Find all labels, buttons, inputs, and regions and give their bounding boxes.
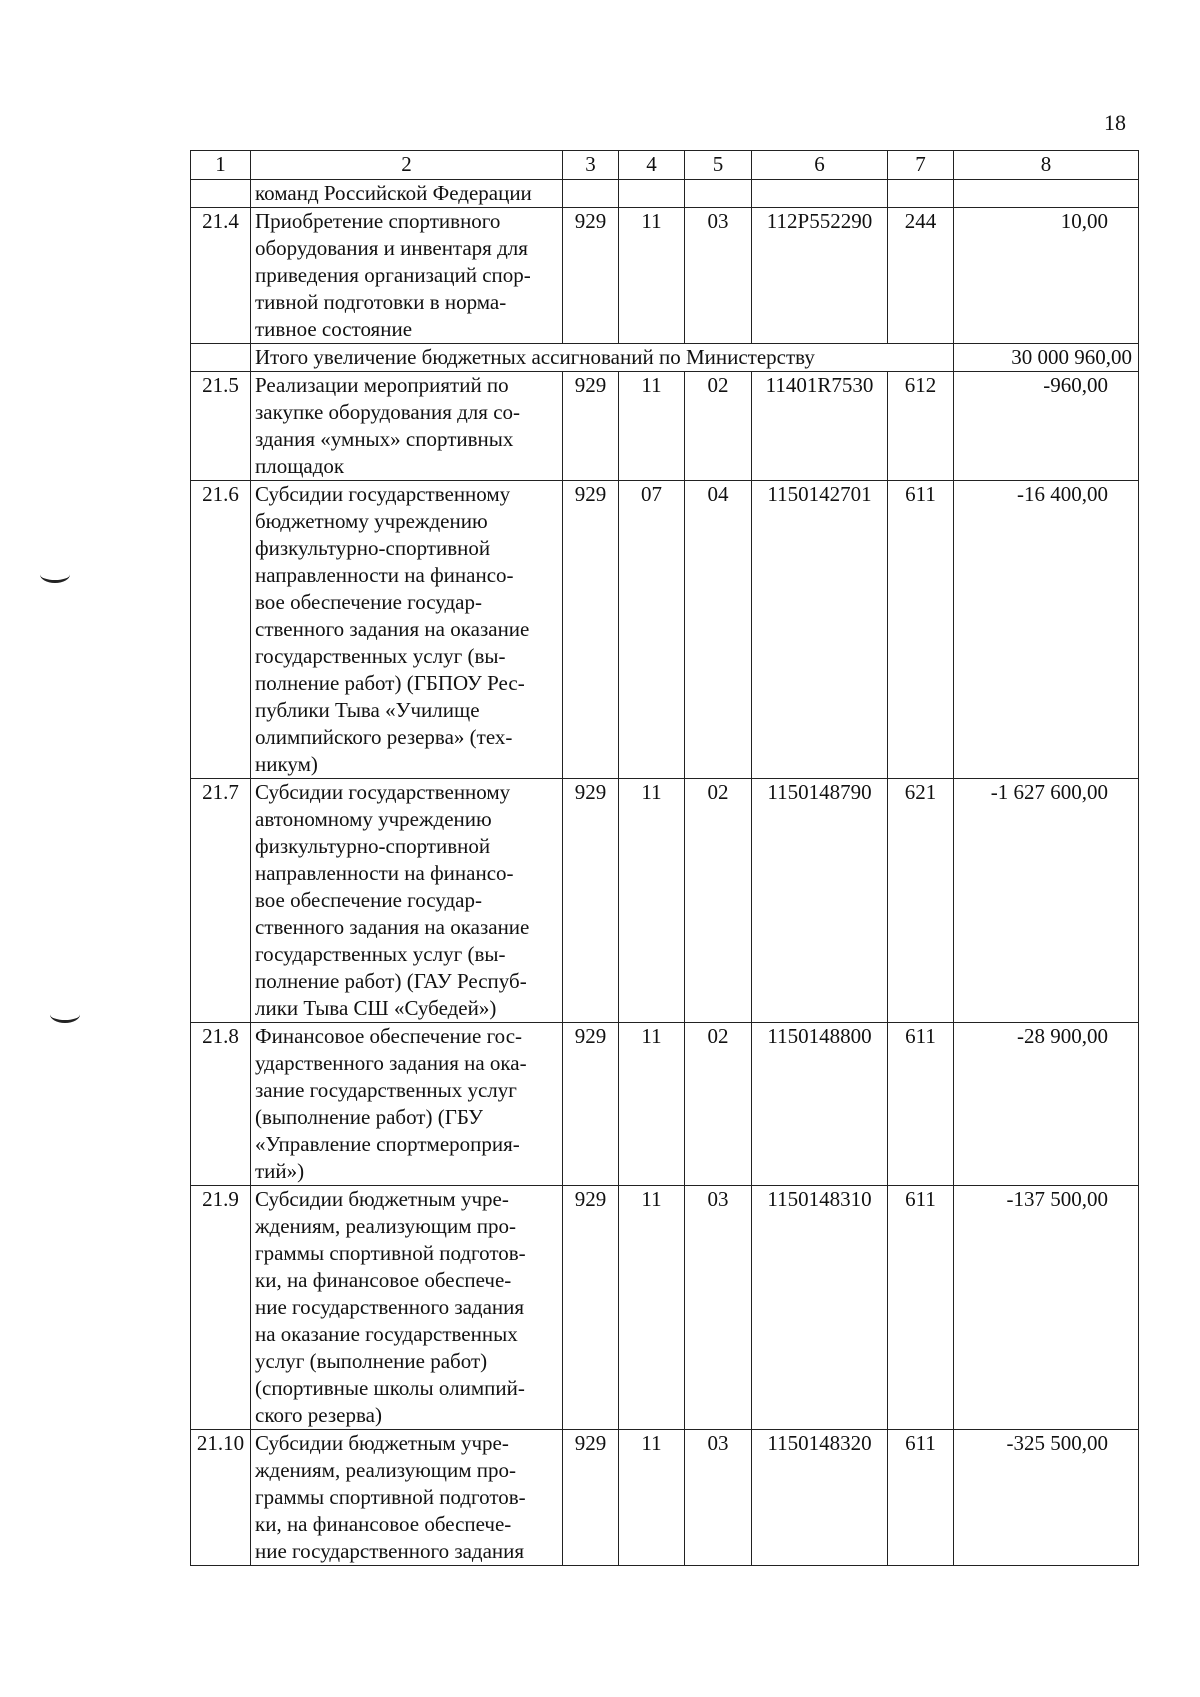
row-description: Субсидии государственному бюджетному учреждению физкультурно-спортивной направленности на финансо- вое обеспечение государ- ственного задания на оказание государственных услуг (вы- полнение работ) (ГБПОУ Рес- публики Тыва «Училище олимпийского резерва» (тех- никум) xyxy=(251,481,563,779)
row-description: Субсидии государственному автономному учреждению физкультурно-спортивной направленности на финансо- вое обеспечение государ- ственного задания на оказание государственных услуг (вы- полнение работ) (ГАУ Респуб- лики Тыва СШ «Субедей») xyxy=(251,779,563,1023)
target-item-code: 1150148790 xyxy=(752,779,888,1023)
section-code: 11 xyxy=(619,1023,685,1186)
target-item-code: 1150148800 xyxy=(752,1023,888,1186)
scan-mark xyxy=(40,566,70,583)
ministry-code: 929 xyxy=(563,481,619,779)
subsection-code: 02 xyxy=(685,779,752,1023)
column-header: 8 xyxy=(954,151,1139,180)
expense-type-code: 611 xyxy=(888,1430,954,1566)
row-number: 21.5 xyxy=(191,372,251,481)
page-number: 18 xyxy=(1104,110,1126,135)
target-item-code: 1150142701 xyxy=(752,481,888,779)
row-number: 21.9 xyxy=(191,1186,251,1430)
row-number: 21.8 xyxy=(191,1023,251,1186)
table-row xyxy=(191,779,1139,1023)
column-header: 2 xyxy=(251,151,563,180)
amount: -960,00 xyxy=(954,372,1139,481)
column-header: 3 xyxy=(563,151,619,180)
total-value: 30 000 960,00 xyxy=(954,344,1139,372)
expense-type-code: 611 xyxy=(888,1186,954,1430)
expense-type-code: 611 xyxy=(888,481,954,779)
row-description: Субсидии бюджетным учре- ждениям, реализующим про- граммы спортивной подготов- ки, на финансовое обеспече- ние государственного задания на оказание государственных услуг (выполнение работ) (спортивные школы олимпий- ского резерва) xyxy=(251,1186,563,1430)
ministry-code: 929 xyxy=(563,779,619,1023)
subsection-code: 04 xyxy=(685,481,752,779)
amount: 10,00 xyxy=(954,208,1139,344)
target-item-code: 1150148320 xyxy=(752,1430,888,1566)
total-row xyxy=(191,344,1139,372)
amount: -16 400,00 xyxy=(954,481,1139,779)
section-code: 11 xyxy=(619,1430,685,1566)
carry-over-text: команд Российской Федерации xyxy=(251,180,563,208)
section-code: 11 xyxy=(619,372,685,481)
row-number: 21.4 xyxy=(191,208,251,344)
row-description: Реализации мероприятий по закупке оборудования для со- здания «умных» спортивных площадок xyxy=(251,372,563,481)
row-number: 21.7 xyxy=(191,779,251,1023)
amount: -1 627 600,00 xyxy=(954,779,1139,1023)
subsection-code: 03 xyxy=(685,1186,752,1430)
row-description: Субсидии бюджетным учре- ждениям, реализующим про- граммы спортивной подготов- ки, на финансовое обеспече- ние государственного задания xyxy=(251,1430,563,1566)
section-code: 11 xyxy=(619,208,685,344)
column-header: 4 xyxy=(619,151,685,180)
ministry-code: 929 xyxy=(563,1023,619,1186)
ministry-code: 929 xyxy=(563,1186,619,1430)
expense-type-code: 612 xyxy=(888,372,954,481)
subsection-code: 03 xyxy=(685,1430,752,1566)
table-row xyxy=(191,1023,1139,1186)
subsection-code: 03 xyxy=(685,208,752,344)
section-code: 11 xyxy=(619,1186,685,1430)
column-header-row xyxy=(191,151,1139,180)
ministry-code: 929 xyxy=(563,1430,619,1566)
target-item-code: 1150148310 xyxy=(752,1186,888,1430)
table-row xyxy=(191,1430,1139,1566)
table-row xyxy=(191,1186,1139,1430)
amount: -325 500,00 xyxy=(954,1430,1139,1566)
row-description: Приобретение спортивного оборудования и инвентаря для приведения организаций спор- тивной подготовки в норма- тивное состояние xyxy=(251,208,563,344)
expense-type-code: 621 xyxy=(888,779,954,1023)
table-row xyxy=(191,481,1139,779)
expense-type-code: 611 xyxy=(888,1023,954,1186)
table-row xyxy=(191,372,1139,481)
amount: -137 500,00 xyxy=(954,1186,1139,1430)
target-item-code: 112P552290 xyxy=(752,208,888,344)
row-number: 21.10 xyxy=(191,1430,251,1566)
column-header: 7 xyxy=(888,151,954,180)
target-item-code: 11401R7530 xyxy=(752,372,888,481)
expense-type-code: 244 xyxy=(888,208,954,344)
column-header: 1 xyxy=(191,151,251,180)
ministry-code: 929 xyxy=(563,372,619,481)
table-row xyxy=(191,208,1139,344)
total-label: Итого увеличение бюджетных ассигнований по Министерству xyxy=(251,344,954,372)
row-description: Финансовое обеспечение гос- ударственного задания на ока- зание государственных услуг (выполнение работ) (ГБУ «Управление спортмероприя- тий») xyxy=(251,1023,563,1186)
section-code: 07 xyxy=(619,481,685,779)
budget-table xyxy=(190,150,1139,1566)
scan-mark xyxy=(50,1006,80,1023)
subsection-code: 02 xyxy=(685,1023,752,1186)
column-header: 5 xyxy=(685,151,752,180)
ministry-code: 929 xyxy=(563,208,619,344)
amount: -28 900,00 xyxy=(954,1023,1139,1186)
carry-over-row xyxy=(191,180,1139,208)
column-header: 6 xyxy=(752,151,888,180)
row-number: 21.6 xyxy=(191,481,251,779)
subsection-code: 02 xyxy=(685,372,752,481)
section-code: 11 xyxy=(619,779,685,1023)
